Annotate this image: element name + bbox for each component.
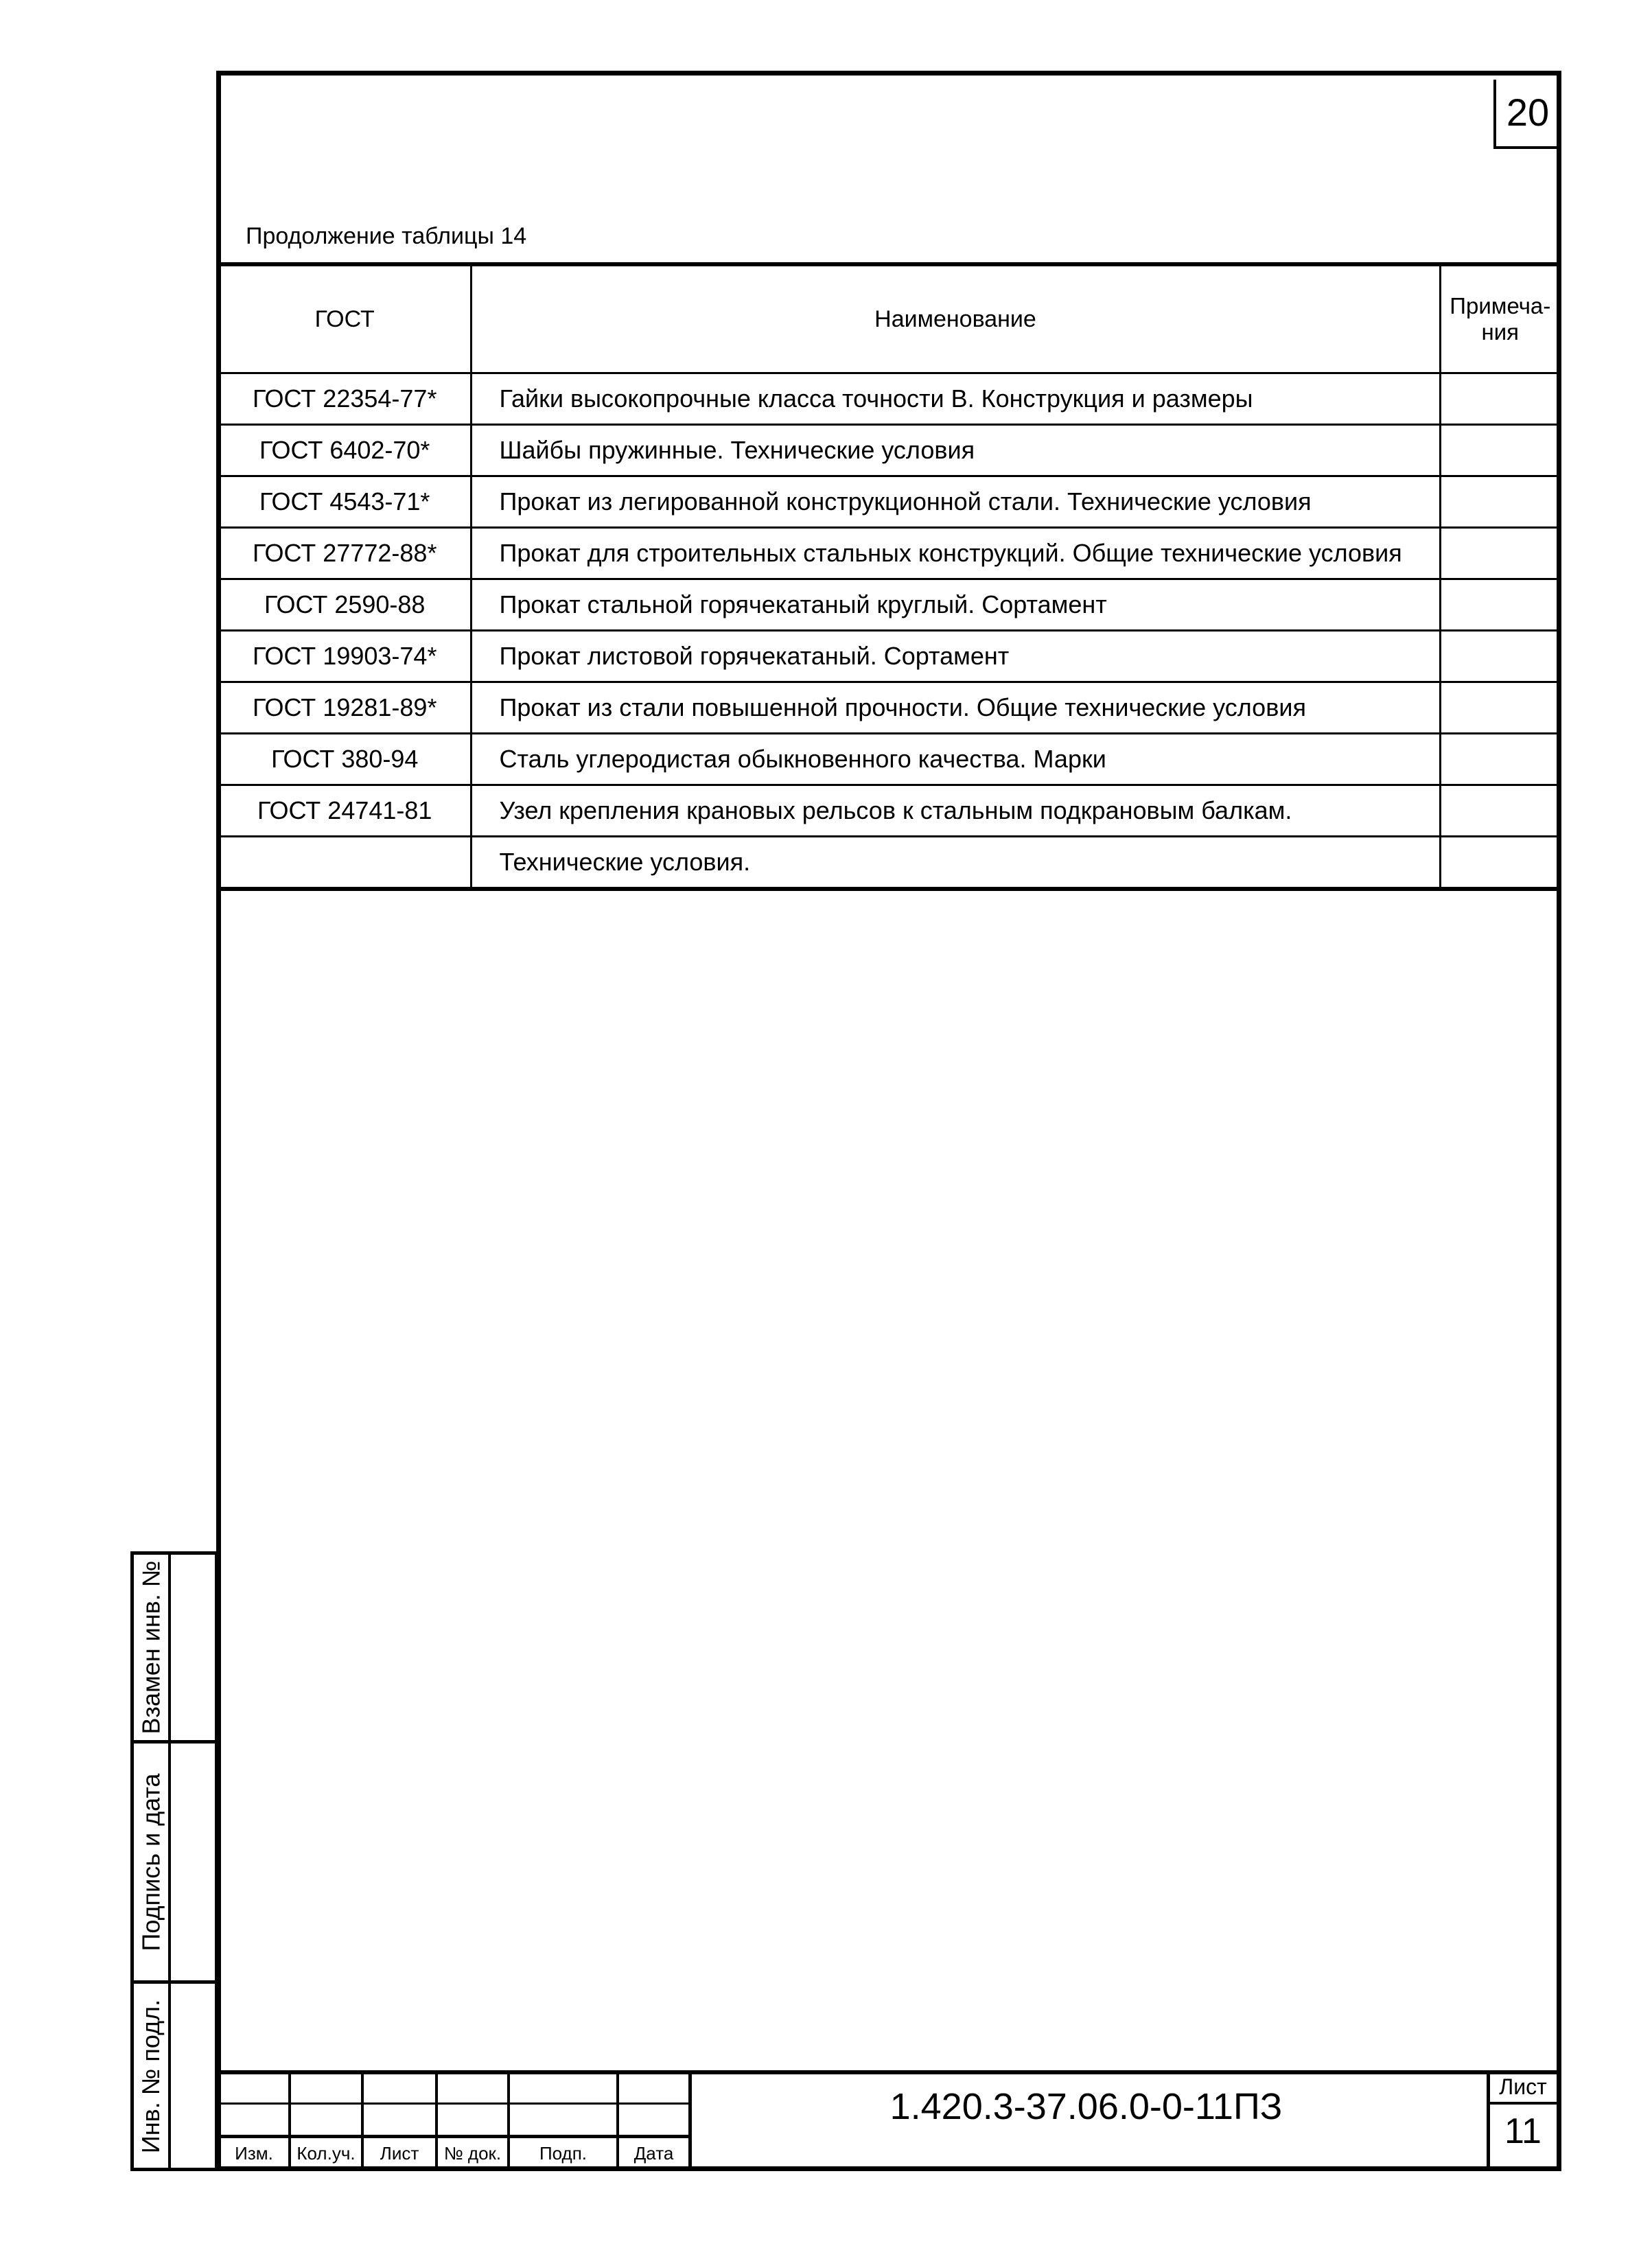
cell-note — [1440, 785, 1559, 837]
label-sign: Подп. — [539, 2143, 587, 2164]
label-kol-uch: Кол.уч. — [296, 2143, 356, 2164]
table-header-row — [220, 264, 1559, 373]
cell-note — [1440, 631, 1559, 682]
table-row — [220, 579, 1559, 631]
cell-note — [1440, 837, 1559, 890]
table-row — [220, 785, 1559, 837]
cell-note — [1440, 682, 1559, 734]
cell-name: Прокат из легированной конструкционной стали. Технические условия — [471, 476, 1440, 528]
label-date: Дата — [633, 2143, 674, 2164]
table-row — [220, 373, 1559, 425]
cell-name: Гайки высокопрочные класса точности В. Конструкция и размеры — [471, 373, 1440, 425]
sheet-number: 11 — [1504, 2111, 1542, 2151]
cell-gost — [220, 837, 471, 890]
sheet-label: Лист — [1499, 2074, 1547, 2099]
cell-gost: ГОСТ 380-94 — [220, 734, 471, 785]
cell-note — [1440, 579, 1559, 631]
table-row — [220, 476, 1559, 528]
cell-gost: ГОСТ 19281-89* — [220, 682, 471, 734]
table-row — [220, 682, 1559, 734]
cell-gost: ГОСТ 27772-88* — [220, 528, 471, 579]
stamp-inv-no — [134, 1984, 168, 2169]
stamp-replace-label: Взамен инв. № — [137, 1560, 165, 1735]
cell-note — [1440, 373, 1559, 425]
label-doc-no: № док. — [443, 2143, 502, 2164]
stamp-sign-date — [134, 1744, 168, 1980]
table-caption: Продолжение таблицы 14 — [246, 223, 527, 249]
cell-note — [1440, 476, 1559, 528]
stamp-divider — [168, 1555, 171, 2168]
table-row — [220, 631, 1559, 682]
label-list: Лист — [380, 2143, 419, 2164]
cell-note — [1440, 528, 1559, 579]
cell-gost: ГОСТ 6402-70* — [220, 425, 471, 476]
cell-gost: ГОСТ 2590-88 — [220, 579, 471, 631]
cell-name: Шайбы пружинные. Технические условия — [471, 425, 1440, 476]
stamp-replace — [134, 1555, 168, 1740]
side-stamp — [130, 1551, 218, 2171]
cell-name: Узел крепления крановых рельсов к стальным подкрановым балкам. — [471, 785, 1440, 837]
cell-gost: ГОСТ 24741-81 — [220, 785, 471, 837]
cell-name: Прокат листовой горячекатаный. Сортамент — [471, 631, 1440, 682]
cell-name: Технические условия. — [471, 837, 1440, 890]
cell-name: Прокат стальной горячекатаный круглый. Сортамент — [471, 579, 1440, 631]
table-row — [220, 734, 1559, 785]
cell-note — [1440, 425, 1559, 476]
table-row — [220, 837, 1559, 890]
cell-name: Сталь углеродистая обыкновенного качества. Марки — [471, 734, 1440, 785]
table-row — [220, 528, 1559, 579]
label-izm: Изм. — [235, 2143, 273, 2164]
cell-note — [1440, 734, 1559, 785]
cell-name: Прокат из стали повышенной прочности. Общие технические условия — [471, 682, 1440, 734]
table-row — [220, 425, 1559, 476]
stamp-inv-no-label: Инв. № подл. — [137, 1999, 165, 2154]
stamp-sign-date-label: Подпись и дата — [137, 1773, 165, 1951]
header-name: Наименование — [471, 264, 1440, 373]
document-number: 1.420.3-37.06.0-0-11ПЗ — [889, 2086, 1283, 2127]
header-note-text: Примеча- ния — [1450, 293, 1551, 345]
cell-gost: ГОСТ 22354-77* — [220, 373, 471, 425]
standards-table — [220, 262, 1559, 891]
header-note — [1440, 264, 1559, 373]
cell-gost: ГОСТ 4543-71* — [220, 476, 471, 528]
page-number-top: 20 — [1493, 80, 1559, 149]
cell-name: Прокат для строительных стальных конструкций. Общие технические условия — [471, 528, 1440, 579]
header-gost: ГОСТ — [220, 264, 471, 373]
cell-gost: ГОСТ 19903-74* — [220, 631, 471, 682]
